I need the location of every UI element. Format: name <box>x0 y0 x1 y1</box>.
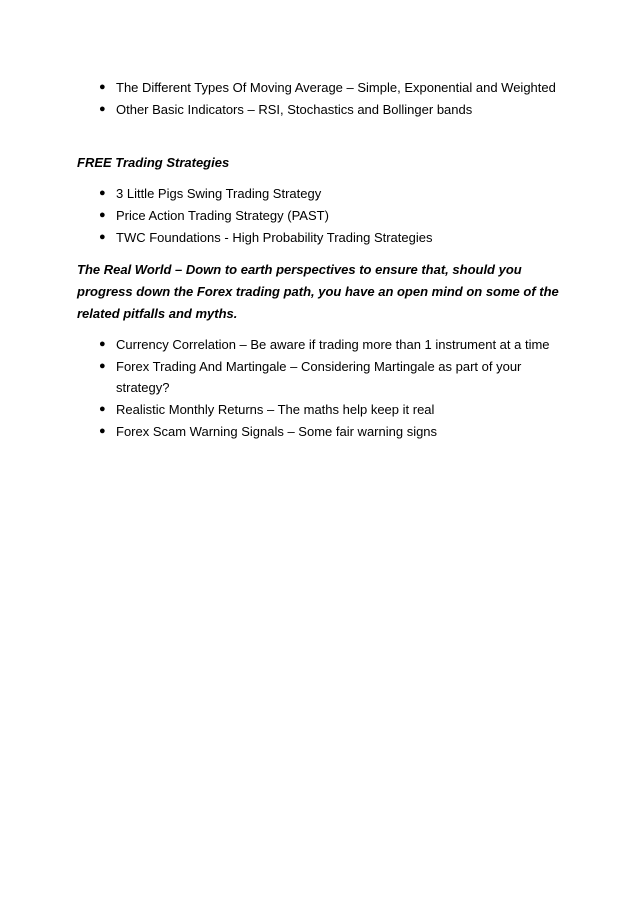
bullet-icon: ● <box>99 187 106 199</box>
list-item-text: Currency Correlation – Be aware if trading more than 1 instrument at a time <box>116 337 550 352</box>
bullet-icon: ● <box>99 403 106 415</box>
bullet-icon: ● <box>99 425 106 437</box>
real-world-list <box>0 334 556 443</box>
list-item <box>0 356 556 398</box>
list-item-text: The Different Types Of Moving Average – Simple, Exponential and Weighted <box>116 80 556 95</box>
strategies-list <box>0 183 556 249</box>
list-item <box>0 183 556 204</box>
list-item <box>0 399 556 420</box>
list-item <box>0 334 556 355</box>
list-item <box>0 77 556 98</box>
list-item-text: Realistic Monthly Returns – The maths help keep it real <box>116 402 435 417</box>
list-item <box>0 205 556 226</box>
indicators-list <box>0 77 556 121</box>
bullet-icon: ● <box>99 338 106 350</box>
bullet-icon: ● <box>99 231 106 243</box>
list-item-text: Other Basic Indicators – RSI, Stochastics and Bollinger bands <box>116 102 473 117</box>
bullet-icon: ● <box>99 360 106 372</box>
list-item <box>0 99 556 120</box>
bullet-icon: ● <box>99 209 106 221</box>
bullet-icon: ● <box>99 103 106 115</box>
list-item-text: Forex Scam Warning Signals – Some fair warning signs <box>116 424 438 439</box>
list-item-text: Price Action Trading Strategy (PAST) <box>116 208 329 223</box>
list-item-text: Forex Trading And Martingale – Considering Martingale as part of your strategy? <box>116 359 522 395</box>
real-world-paragraph: The Real World – Down to earth perspectives to ensure that, should you progress down the Forex trading path, you have an open mind on some of the related pitfalls and myths. <box>77 262 559 321</box>
list-item <box>0 227 556 248</box>
list-item <box>0 421 556 442</box>
section-heading-strategies: FREE Trading Strategies <box>77 155 230 170</box>
list-item-text: TWC Foundations - High Probability Trading Strategies <box>116 230 433 245</box>
list-item-text: 3 Little Pigs Swing Trading Strategy <box>116 186 322 201</box>
bullet-icon: ● <box>99 81 106 93</box>
